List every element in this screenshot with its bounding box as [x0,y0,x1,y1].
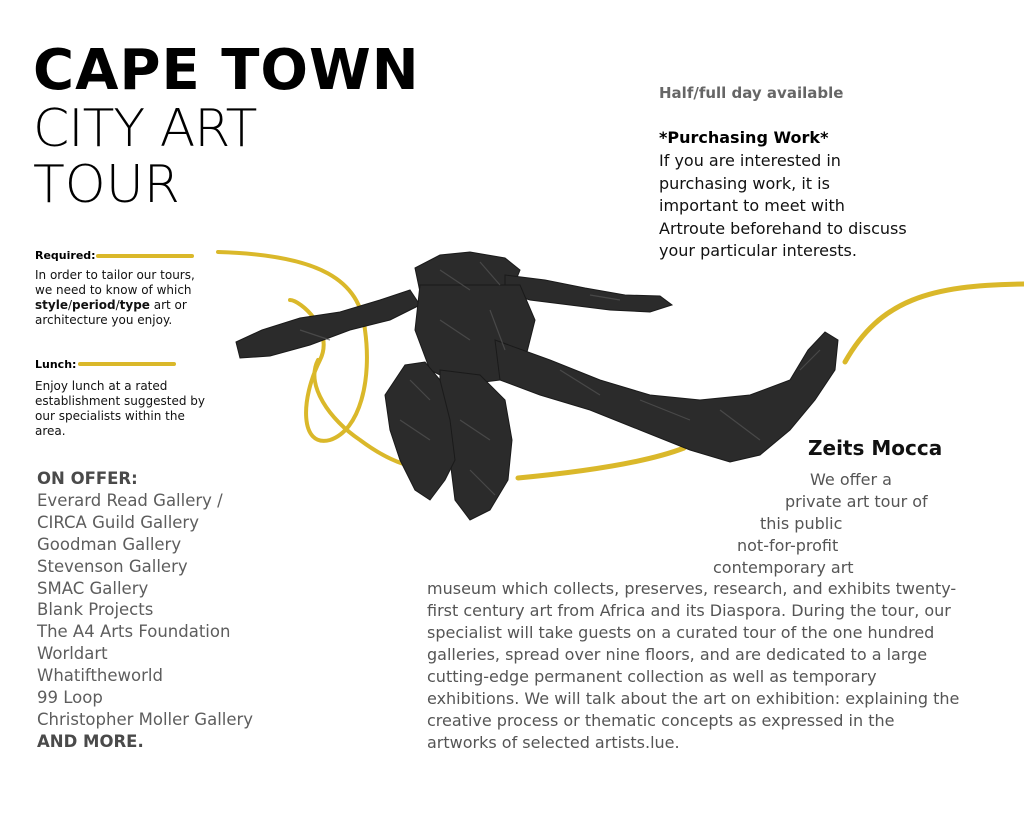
zeits-line: We offer a [810,470,892,489]
required-rule [96,254,194,258]
title-line-cape-town: CAPE TOWN [33,38,420,103]
title-line-city-art: CITY ART [33,99,257,159]
lunch-rule [78,362,176,366]
zeits-line: not-for-profit [737,536,839,555]
sculpture-figure [236,252,838,520]
purchasing-heading: *Purchasing Work* [659,128,829,147]
required-period: period [72,298,116,312]
lunch-label: Lunch: [35,358,77,371]
gallery-item: Stevenson Gallery [37,556,188,576]
gallery-item: Worldart [37,644,108,664]
required-style: style [35,298,68,312]
gallery-item: CIRCA Guild Gallery [37,512,199,532]
zeits-heading: Zeits Mocca [808,436,943,460]
on-offer-list [37,468,253,753]
gallery-item: Christopher Moller Gallery [37,709,254,729]
on-offer-heading: ON OFFER: [37,469,138,488]
on-offer-footer: AND MORE. [37,731,144,751]
gallery-item: The A4 Arts Foundation [37,622,231,642]
accent-curve-bottom [518,448,684,478]
required-text: In order to tailor our tours, we need to know of which style/period/type art or architecture you enjoy. [35,268,195,327]
gallery-item: SMAC Gallery [37,578,149,598]
gallery-item: Everard Read Gallery / [37,490,223,510]
gallery-item: 99 Loop [37,688,103,708]
lunch-text: Enjoy lunch at a rated establishment suggested by our specialists within the area. [35,379,205,438]
zeits-line: this public [760,514,843,533]
purchasing-body: If you are interested in purchasing work, it is important to meet with Artroute beforehand to discuss your particular interests. [659,151,907,260]
gallery-item: Blank Projects [37,600,154,620]
zeits-line: contemporary art [713,558,854,577]
availability-note: Half/full day available [659,84,844,102]
gallery-item: Whatiftheworld [37,666,163,686]
gallery-item: Goodman Gallery [37,534,182,554]
required-label: Required: [35,249,96,262]
zeits-line: private art tour of [785,492,928,511]
required-type: type [119,298,150,312]
accent-curve-right [845,284,1024,362]
title-line-tour: TOUR [33,155,180,215]
zeits-paragraph: museum which collects, preserves, research, and exhibits twenty-first century art from Africa and its Diaspora. During the tour, our specialist will take guests on a curated tour of the one hundred galleries, spread over nine floors, and are dedicated to a large cutting-edge permanent collection as well as temporary exhibitions. We will talk about the art on exhibition: explaining the creative process or thematic concepts as expressed in the artworks of selected artists.lue. [427,579,960,752]
